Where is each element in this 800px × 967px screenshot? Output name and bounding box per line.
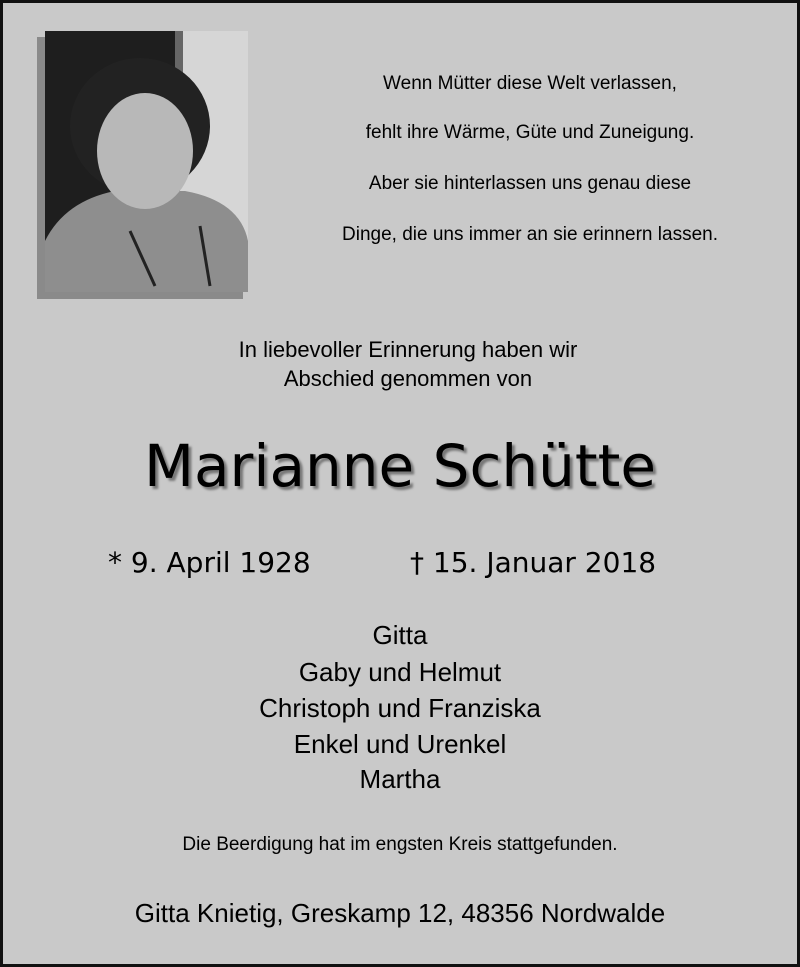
family-member: Gaby und Helmut [298, 657, 502, 687]
family-member: Gitta [372, 620, 428, 650]
funeral-note: Die Beerdigung hat im engsten Kreis stattgefunden. [182, 834, 618, 855]
intro-line: In liebevoller Erinnerung haben wir [238, 337, 578, 362]
portrait-photo [45, 31, 248, 292]
family-member: Enkel und Urenkel [293, 729, 507, 759]
poem-line: Dinge, die uns immer an sie erinnern lassen. [342, 224, 718, 245]
family-member: Martha [359, 764, 441, 794]
poem-line: Wenn Mütter diese Welt verlassen, [383, 73, 677, 94]
deceased-name: Marianne Schütte [143, 432, 657, 500]
intro-line: Abschied genommen von [283, 366, 533, 391]
birth-date: * 9. April 1928 [108, 546, 311, 579]
poem-line: Aber sie hinterlassen uns genau diese [368, 173, 692, 194]
address: Gitta Knietig, Greskamp 12, 48356 Nordwalde [134, 898, 666, 928]
family-member: Christoph und Franziska [259, 693, 541, 723]
death-date: † 15. Januar 2018 [410, 546, 657, 579]
poem-line: fehlt ihre Wärme, Güte und Zuneigung. [365, 122, 695, 143]
